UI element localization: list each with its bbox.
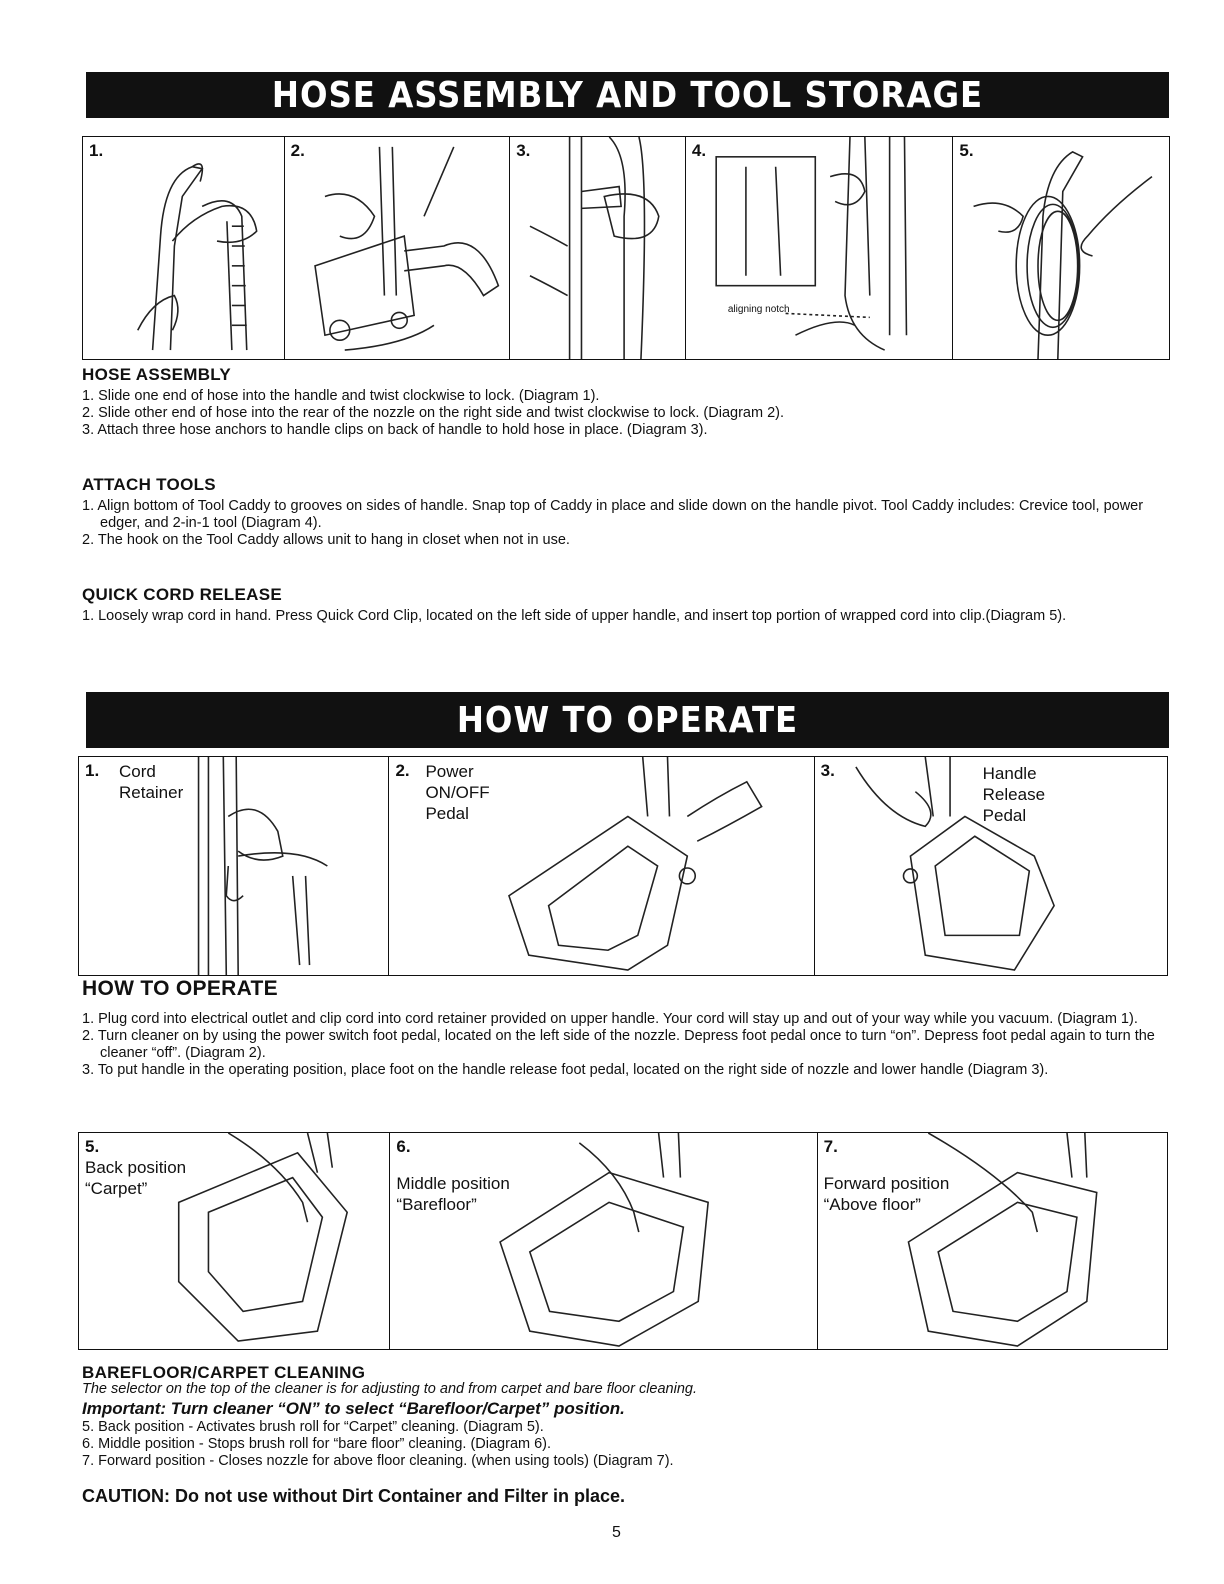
list-item: 6. Middle position - Stops brush roll for “bare floor” cleaning. (Diagram 6). xyxy=(82,1436,552,1452)
attach-tools-heading: ATTACH TOOLS xyxy=(82,475,216,494)
diagram-caption: Middle position “Barefloor” xyxy=(396,1174,510,1214)
diagram-number: 2. xyxy=(395,761,410,780)
diagram-caption: Power ON/OFF Pedal xyxy=(425,762,490,823)
section-banner-how-to-operate: HOW TO OPERATE xyxy=(86,692,1169,748)
diagram-3-panel xyxy=(510,137,686,359)
section-banner-hose-assembly: HOSE ASSEMBLY AND TOOL STORAGE xyxy=(86,72,1169,118)
list-item: 1. Loosely wrap cord in hand. Press Quick Cord Clip, located on the left side of upper handle, and insert top portion of wrapped cord into clip.(Diagram 5). xyxy=(82,608,1067,624)
diagram-number: 3. xyxy=(820,761,835,780)
page-number: 5 xyxy=(612,1524,621,1541)
middle-position-panel xyxy=(390,1133,817,1349)
hose-to-handle-illustration xyxy=(83,137,284,359)
quick-cord-release-heading: QUICK CORD RELEASE xyxy=(82,585,282,604)
diagram-number: 3. xyxy=(516,141,531,160)
barefloor-carpet-section xyxy=(82,1364,1172,1470)
hose-to-nozzle-illustration xyxy=(285,137,510,359)
list-item: 3. To put handle in the operating position, place foot on the handle release foot pedal, located on the right side of nozzle and lower handle (Diagram 3). xyxy=(82,1062,1049,1078)
diagram-caption: Cord Retainer xyxy=(119,762,184,802)
handle-release-illustration xyxy=(815,757,1167,975)
important-note: Important: Turn cleaner “ON” to select “Barefloor/Carpet” position. xyxy=(82,1399,625,1418)
list-item: 1. Align bottom of Tool Caddy to grooves on sides of handle. Snap top of Caddy in place and slide down on the handle pivot. Tool Caddy includes: Crevice tool, power edger, and 2-in-1 tool (Diagram 4). xyxy=(82,498,1144,531)
diagram-4-panel xyxy=(686,137,954,359)
list-item: 2. Slide other end of hose into the rear of the nozzle on the right side and twist clockwise to lock. (Diagram 2). xyxy=(82,405,785,421)
hose-assembly-heading: HOSE ASSEMBLY xyxy=(82,365,232,384)
quick-cord-release-section xyxy=(82,586,1172,625)
cord-retainer-illustration xyxy=(79,757,388,975)
power-pedal-panel xyxy=(389,757,814,975)
cord-retainer-panel xyxy=(79,757,389,975)
power-pedal-illustration xyxy=(389,757,813,975)
barefloor-carpet-heading: BAREFLOOR/CARPET CLEANING xyxy=(82,1363,366,1382)
diagram-caption: Handle Release Pedal xyxy=(982,764,1046,825)
diagram-number: 2. xyxy=(290,141,305,160)
handle-release-panel xyxy=(815,757,1167,975)
hose-anchors-illustration xyxy=(510,137,685,359)
diagram-1-panel xyxy=(83,137,285,359)
diagram-number: 5. xyxy=(85,1137,100,1156)
diagram-5-panel xyxy=(953,137,1169,359)
position-diagram-strip xyxy=(78,1132,1168,1350)
diagram-2-panel xyxy=(285,137,511,359)
list-item: 3. Attach three hose anchors to handle clips on back of handle to hold hose in place. (Diagram 3). xyxy=(82,422,708,438)
back-position-panel xyxy=(79,1133,390,1349)
list-item: 1. Slide one end of hose into the handle and twist clockwise to lock. (Diagram 1). xyxy=(82,388,600,404)
diagram-caption: Back position “Carpet” xyxy=(85,1158,187,1198)
middle-position-illustration xyxy=(390,1133,816,1349)
diagram-number: 4. xyxy=(691,141,707,160)
list-item: 5. Back position - Activates brush roll for “Carpet” cleaning. (Diagram 5). xyxy=(82,1419,544,1435)
list-item: 2. Turn cleaner on by using the power switch foot pedal, located on the left side of the nozzle. Depress foot pedal once to turn “on”. Depress foot pedal again to turn the cleaner “off”. (Diagram 2). xyxy=(82,1028,1155,1061)
how-to-operate-heading: HOW TO OPERATE xyxy=(82,977,278,1000)
diagram-number: 7. xyxy=(823,1137,838,1156)
forward-position-illustration xyxy=(818,1133,1167,1349)
hose-assembly-section xyxy=(82,366,1172,439)
hose-diagram-strip xyxy=(82,136,1170,360)
operate-diagram-strip xyxy=(78,756,1168,976)
list-item: 1. Plug cord into electrical outlet and clip cord into cord retainer provided on upper handle. Your cord will stay up and out of your way while you vacuum. (Diagram 1). xyxy=(82,1011,1138,1027)
aligning-notch-callout: aligning notch xyxy=(727,304,790,315)
list-item: 7. Forward position - Closes nozzle for above floor cleaning. (when using tools) (Diagram 7). xyxy=(82,1453,674,1469)
list-item: 2. The hook on the Tool Caddy allows unit to hang in closet when not in use. xyxy=(82,532,570,548)
barefloor-intro: The selector on the top of the cleaner is for adjusting to and from carpet and bare floor cleaning. xyxy=(82,1381,698,1397)
tool-caddy-illustration xyxy=(686,137,953,359)
diagram-number: 5. xyxy=(959,141,974,160)
diagram-number: 1. xyxy=(89,141,104,160)
diagram-caption: Forward position “Above floor” xyxy=(823,1174,950,1214)
attach-tools-section xyxy=(82,476,1172,549)
diagram-number: 1. xyxy=(85,761,100,780)
cord-wrap-illustration xyxy=(953,137,1169,359)
caution-text: CAUTION: Do not use without Dirt Container and Filter in place. xyxy=(82,1486,626,1506)
how-to-operate-section xyxy=(82,977,1172,1079)
forward-position-panel xyxy=(818,1133,1167,1349)
diagram-number: 6. xyxy=(396,1137,411,1156)
back-position-illustration xyxy=(79,1133,389,1349)
